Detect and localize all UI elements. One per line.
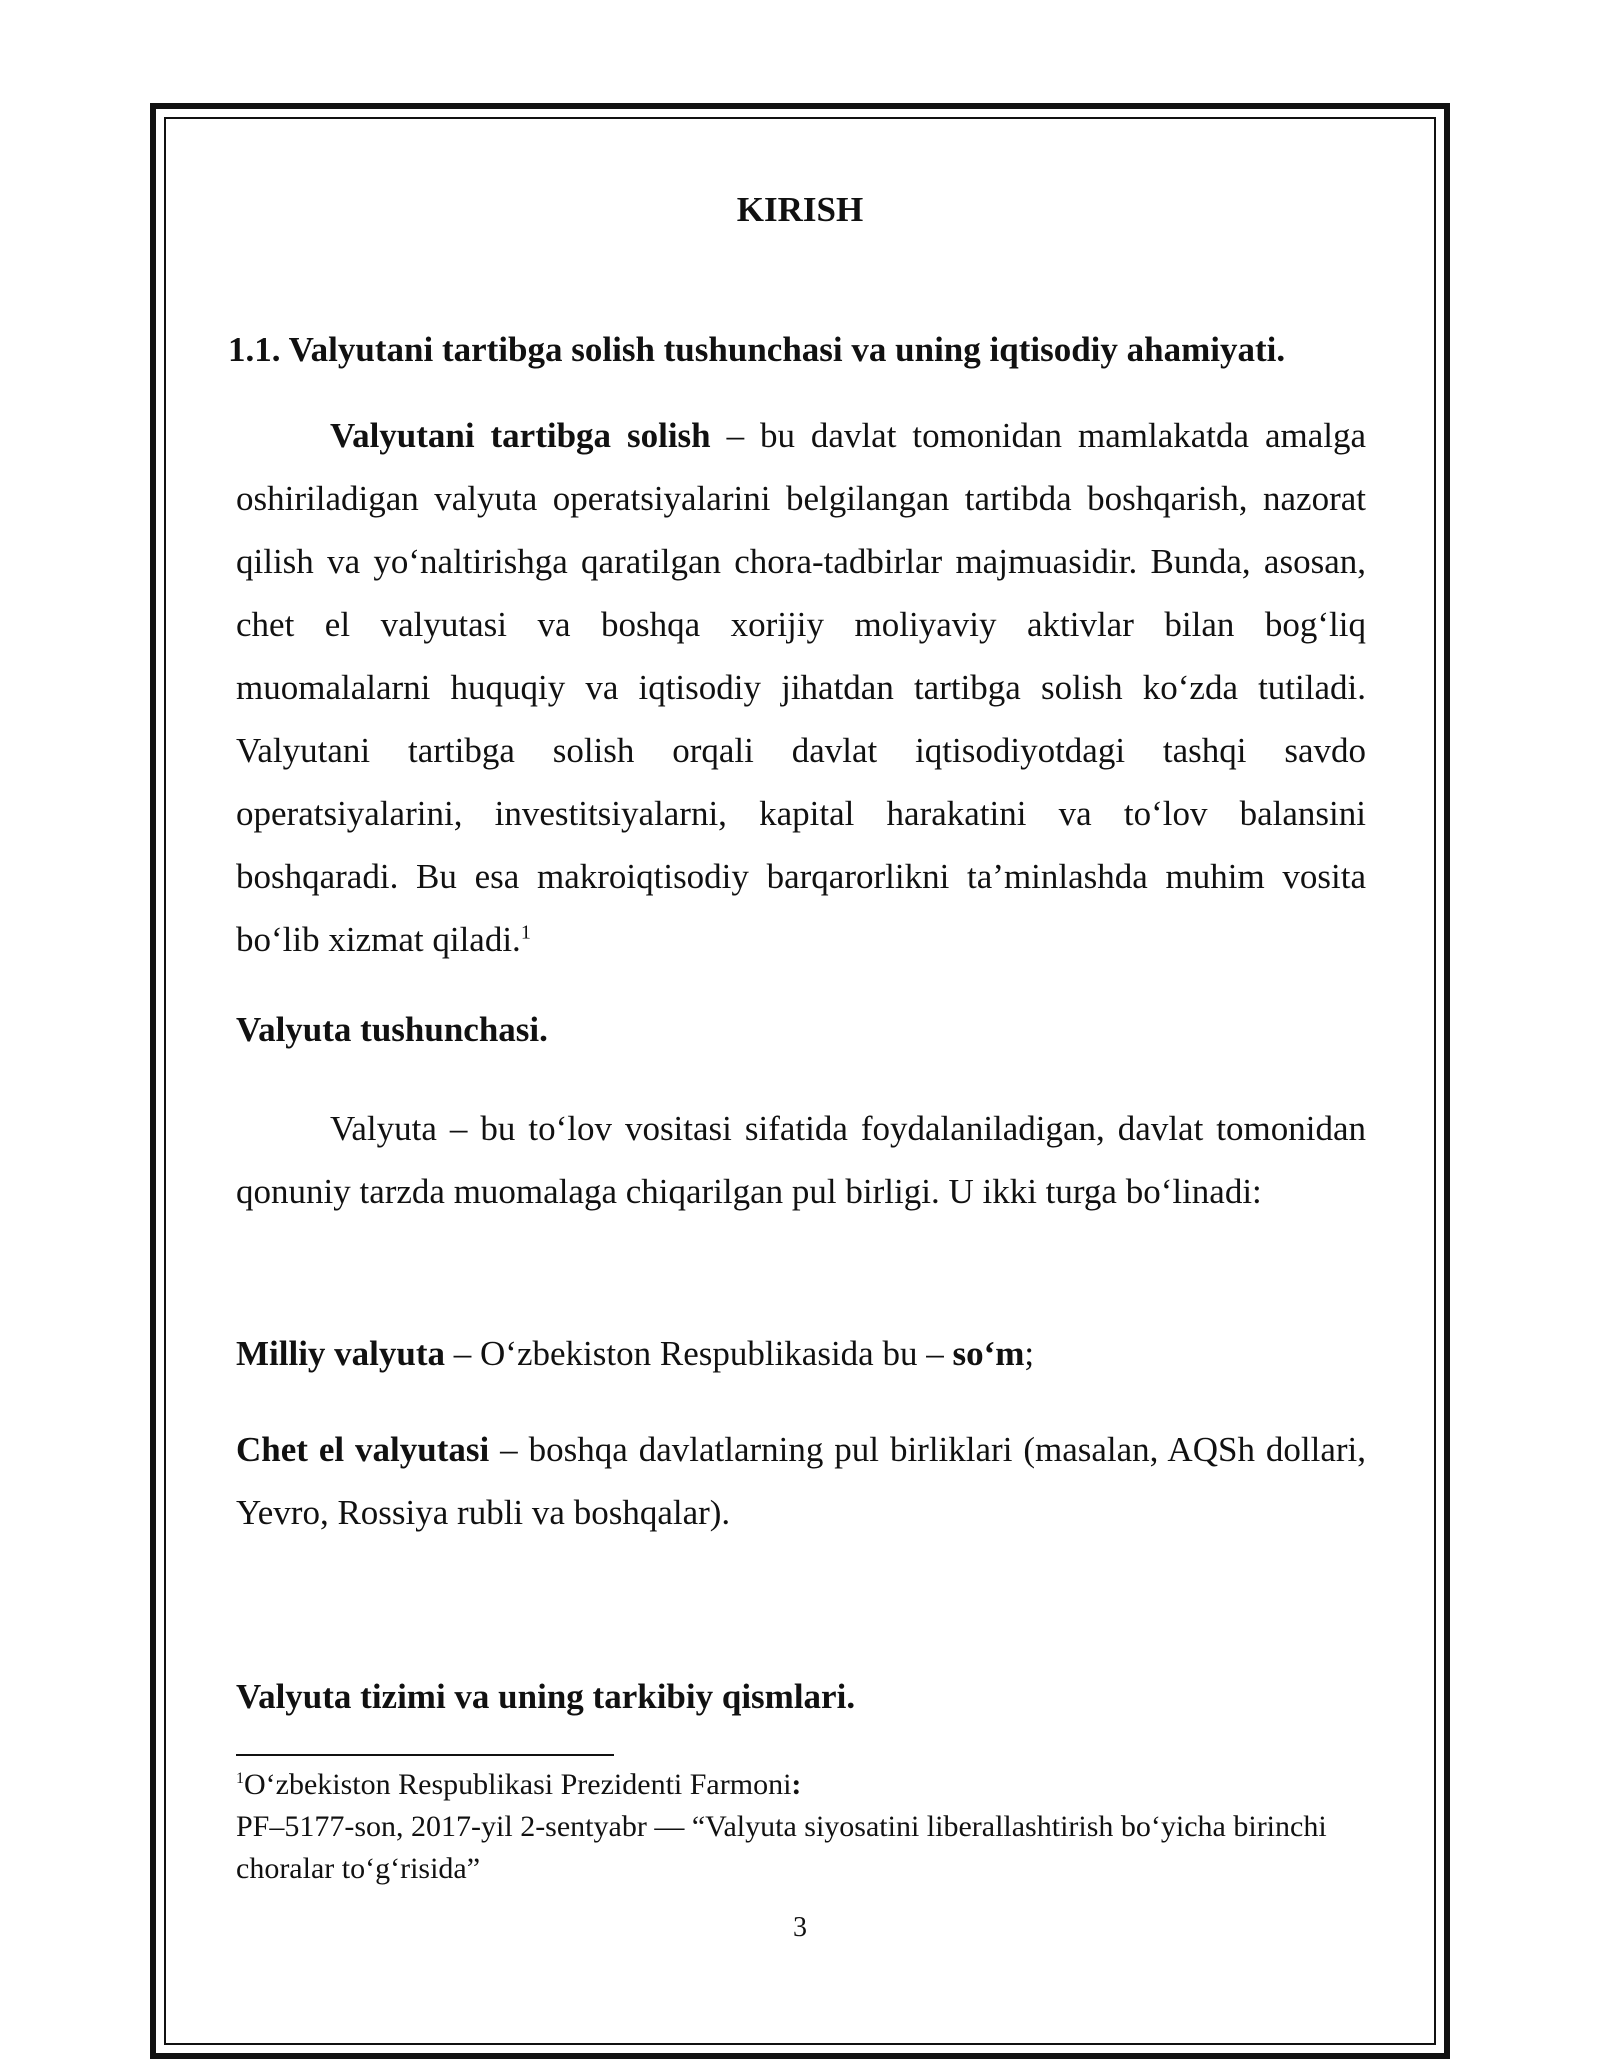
milliy-valyuta-som: so‘m bbox=[952, 1334, 1025, 1373]
chet-el-valyutasi-term: Chet el valyutasi bbox=[236, 1430, 490, 1469]
footnote-number: 1 bbox=[236, 1770, 244, 1787]
chet-el-valyutasi-text: – boshqa davlatlarning pul birliklari (masalan, AQSh dollari, Yevro, Rossiya rubli va boshqalar). bbox=[236, 1430, 1366, 1532]
chet-el-valyutasi-paragraph bbox=[236, 1418, 1366, 1544]
paragraph-bold-lead: Valyutani tartibga solish bbox=[330, 416, 711, 455]
page-title: KIRISH bbox=[736, 190, 864, 229]
footnote-line1: O‘zbekiston Respublikasi Prezidenti Farmoni bbox=[244, 1768, 792, 1801]
footnote-separator bbox=[236, 1754, 614, 1756]
milliy-valyuta-tail: ; bbox=[1024, 1334, 1035, 1373]
footnote bbox=[236, 1764, 1366, 1890]
page-number: 3 bbox=[793, 1912, 807, 1943]
footnote-reference[interactable]: 1 bbox=[520, 921, 531, 944]
footnote-line2: PF–5177-son, 2017-yil 2-sentyabr — “Valyuta siyosatini liberallashtirish bo‘yicha birinchi choralar to‘g‘risida” bbox=[236, 1810, 1327, 1885]
milliy-valyuta-line bbox=[236, 1322, 1366, 1385]
paragraph-valyuta: Valyuta – bu to‘lov vositasi sifatida foydalaniladigan, davlat tomonidan qonuniy tarzda muomalaga chiqarilgan pul birligi. U ikki turga bo‘linadi: bbox=[236, 1109, 1366, 1211]
subheading-valyuta-tizimi: Valyuta tizimi va uning tarkibiy qismlari. bbox=[236, 1677, 856, 1716]
section-heading: 1.1. Valyutani tartibga solish tushunchasi va uning iqtisodiy ahamiyati. bbox=[228, 330, 1286, 369]
footnote-colon: : bbox=[791, 1768, 802, 1801]
milliy-valyuta-term: Milliy valyuta bbox=[236, 1334, 446, 1373]
paragraph-text: – bu davlat tomonidan mamlakatda amalga oshiriladigan valyuta operatsiyalarini belgilangan tartibda boshqarish, nazorat qilish va yo‘naltirishga qaratilgan chora-tadbirlar majmuasidir. Bunda, asosan, chet el valyutasi va boshqa xorijiy moliyaviy aktivlar bilan bog‘liq muomalalarni huquqiy va iqtisodiy jihatdan tartibga solish ko‘zda tutiladi. Valyutani tartibga solish orqali davlat iqtisodiyotdagi tashqi savdo operatsiyalarini, investitsiyalarni, kapital harakatini va to‘lov balansini boshqaradi. Bu esa makroiqtisodiy barqarorlikni ta’minlashda muhim vosita bo‘lib xizmat qiladi. bbox=[236, 416, 1366, 959]
subheading-valyuta-tushunchasi: Valyuta tushunchasi. bbox=[236, 1010, 548, 1049]
paragraph-definition bbox=[236, 404, 1366, 971]
milliy-valyuta-text: – O‘zbekiston Respublikasida bu – bbox=[445, 1334, 953, 1373]
